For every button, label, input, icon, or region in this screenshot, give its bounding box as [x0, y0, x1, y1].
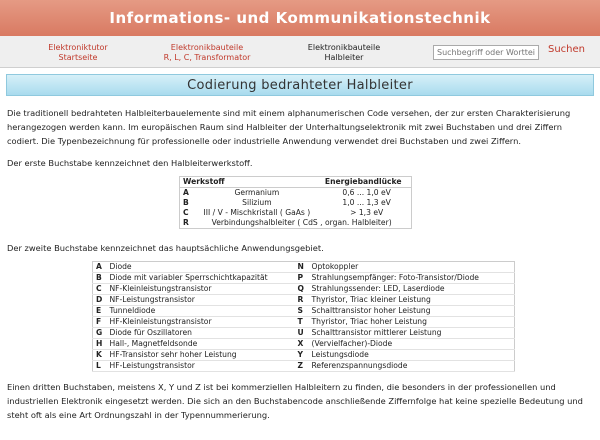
- werkstoff-code: R: [183, 218, 189, 227]
- anwendung-description: HF-Transistor sehr hoher Leistung: [107, 350, 295, 361]
- table-header-row: [180, 177, 412, 188]
- nav-link-line2: Startseite: [58, 53, 98, 62]
- anwendung-code: F: [93, 317, 107, 328]
- nav-link-halbleiter[interactable]: [290, 43, 398, 63]
- header-werkstoff: Werkstoff: [180, 177, 322, 188]
- header-energiebandluecke: Energiebandlücke: [322, 177, 412, 188]
- anwendung-description: Thyristor, Triac hoher Leistung: [309, 317, 515, 328]
- anwendung-code: C: [93, 284, 107, 295]
- table-row: [93, 350, 515, 361]
- werkstoff-code: A: [183, 188, 189, 197]
- anwendung-description: Schalttransistor hoher Leistung: [309, 306, 515, 317]
- nav-link-line1: Elektroniktutor: [48, 43, 108, 52]
- search-button[interactable]: Suchen: [548, 44, 586, 55]
- anwendung-description: Strahlungsempfänger: Foto-Transistor/Diode: [309, 273, 515, 284]
- werkstoff-name: Silizium: [242, 198, 272, 207]
- anwendung-code: N: [295, 262, 309, 273]
- anwendung-description: Schalttransistor mittlerer Leistung: [309, 328, 515, 339]
- anwendung-code: U: [295, 328, 309, 339]
- anwendung-description: Diode: [107, 262, 295, 273]
- table-row: [93, 328, 515, 339]
- table-row: [93, 339, 515, 350]
- anwendung-code: R: [295, 295, 309, 306]
- table-row: [180, 198, 412, 208]
- anwendung-description: Hall-, Magnetfeldsonde: [107, 339, 295, 350]
- werkstoff-code: B: [183, 198, 189, 207]
- anwendung-table: [92, 261, 515, 372]
- third-letter-paragraph: Einen dritten Buchstaben, meistens X, Y und Z ist bei kommerziellen Halbleitern zu finden, die besonders in der professionellen und industriellen Elektronik eingesetzt werden. Die sich an den Buchstabencode anschließende Ziffernfolge hat keine spezielle Bedeutung und steht oft als eine Art Ordnungszahl in der Typennummerierung.: [7, 382, 583, 420]
- anwendung-description: Diode für Oszillatoren: [107, 328, 295, 339]
- anwendung-code: G: [93, 328, 107, 339]
- anwendung-description: Thyristor, Triac kleiner Leistung: [309, 295, 515, 306]
- anwendung-code: X: [295, 339, 309, 350]
- anwendung-code: S: [295, 306, 309, 317]
- nav-link-line1: Elektronikbauteile: [307, 43, 381, 52]
- anwendung-code: T: [295, 317, 309, 328]
- anwendung-code: H: [93, 339, 107, 350]
- nav-link-line2: Halbleiter: [324, 53, 364, 62]
- table-row: [93, 361, 515, 372]
- werkstoff-code: C: [183, 208, 189, 217]
- nav-link-line2: R, L, C, Transformator: [163, 53, 251, 62]
- anwendung-description: HF-Kleinleistungstransistor: [107, 317, 295, 328]
- anwendung-code: Y: [295, 350, 309, 361]
- anwendung-description: NF-Leistungstransistor: [107, 295, 295, 306]
- werkstoff-value: 1,0 ... 1,3 eV: [342, 198, 391, 207]
- navigation-bar: [0, 36, 600, 68]
- werkstoff-name: III / V - Mischkristall ( GaAs ): [203, 208, 311, 217]
- anwendung-paragraph: Der zweite Buchstabe kennzeichnet das hauptsächliche Anwendungsgebiet.: [7, 243, 324, 253]
- anwendung-code: Z: [295, 361, 309, 372]
- page-title: Codierung bedrahteter Halbleiter: [187, 77, 413, 93]
- nav-link-startseite[interactable]: [28, 43, 128, 63]
- anwendung-code: D: [93, 295, 107, 306]
- anwendung-description: Tunneldiode: [107, 306, 295, 317]
- nav-link-rlc[interactable]: [142, 43, 272, 63]
- table-row: [93, 295, 515, 306]
- nav-link-line1: Elektronikbauteile: [170, 43, 244, 52]
- intro-paragraph: Die traditionell bedrahteten Halbleiterbauelemente sind mit einem alphanumerischen Code versehen, der zur ersten Charakterisierung herangezogen werden kann. Im europäischen Raum sind Halbleiter der Unterhaltungselektronik mit zwei Buchstaben und drei Ziffern codiert. Die Typenbezeichnung für professionelle oder industrielle Anwendung verwendet drei Buchstaben und zwei Ziffern.: [7, 108, 571, 146]
- anwendung-code: Q: [295, 284, 309, 295]
- anwendung-code: E: [93, 306, 107, 317]
- table-row: [93, 262, 515, 273]
- table-row: [93, 284, 515, 295]
- anwendung-description: Referenzspannungsdiode: [309, 361, 515, 372]
- werkstoff-value: 0,6 ... 1,0 eV: [342, 188, 391, 197]
- anwendung-code: P: [295, 273, 309, 284]
- werkstoff-name: Verbindungshalbleiter ( CdS , organ. Halbleiter): [211, 218, 392, 227]
- anwendung-description: Diode mit variabler Sperrschichtkapazität: [107, 273, 295, 284]
- page-title-bar: [6, 74, 594, 96]
- anwendung-code: B: [93, 273, 107, 284]
- anwendung-description: Leistungsdiode: [309, 350, 515, 361]
- werkstoff-table: [179, 176, 412, 229]
- anwendung-description: Strahlungssender: LED, Laserdiode: [309, 284, 515, 295]
- werkstoff-value: > 1,3 eV: [350, 208, 384, 217]
- site-banner: [0, 0, 600, 36]
- table-row: [93, 273, 515, 284]
- table-row: [93, 306, 515, 317]
- anwendung-code: K: [93, 350, 107, 361]
- search-input[interactable]: [433, 45, 539, 60]
- site-title: Informations- und Kommunikationstechnik: [109, 9, 491, 27]
- anwendung-code: A: [93, 262, 107, 273]
- werkstoff-paragraph: Der erste Buchstabe kennzeichnet den Halbleiterwerkstoff.: [7, 158, 253, 168]
- main-content: [0, 106, 600, 422]
- table-row: [180, 208, 412, 218]
- anwendung-code: L: [93, 361, 107, 372]
- anwendung-description: HF-Leistungstransistor: [107, 361, 295, 372]
- anwendung-description: Optokoppler: [309, 262, 515, 273]
- table-row: [93, 317, 515, 328]
- anwendung-description: NF-Kleinleistungstransistor: [107, 284, 295, 295]
- table-row: [180, 218, 412, 229]
- werkstoff-name: Germanium: [234, 188, 280, 197]
- anwendung-description: (Vervielfacher)-Diode: [309, 339, 515, 350]
- table-row: [180, 188, 412, 199]
